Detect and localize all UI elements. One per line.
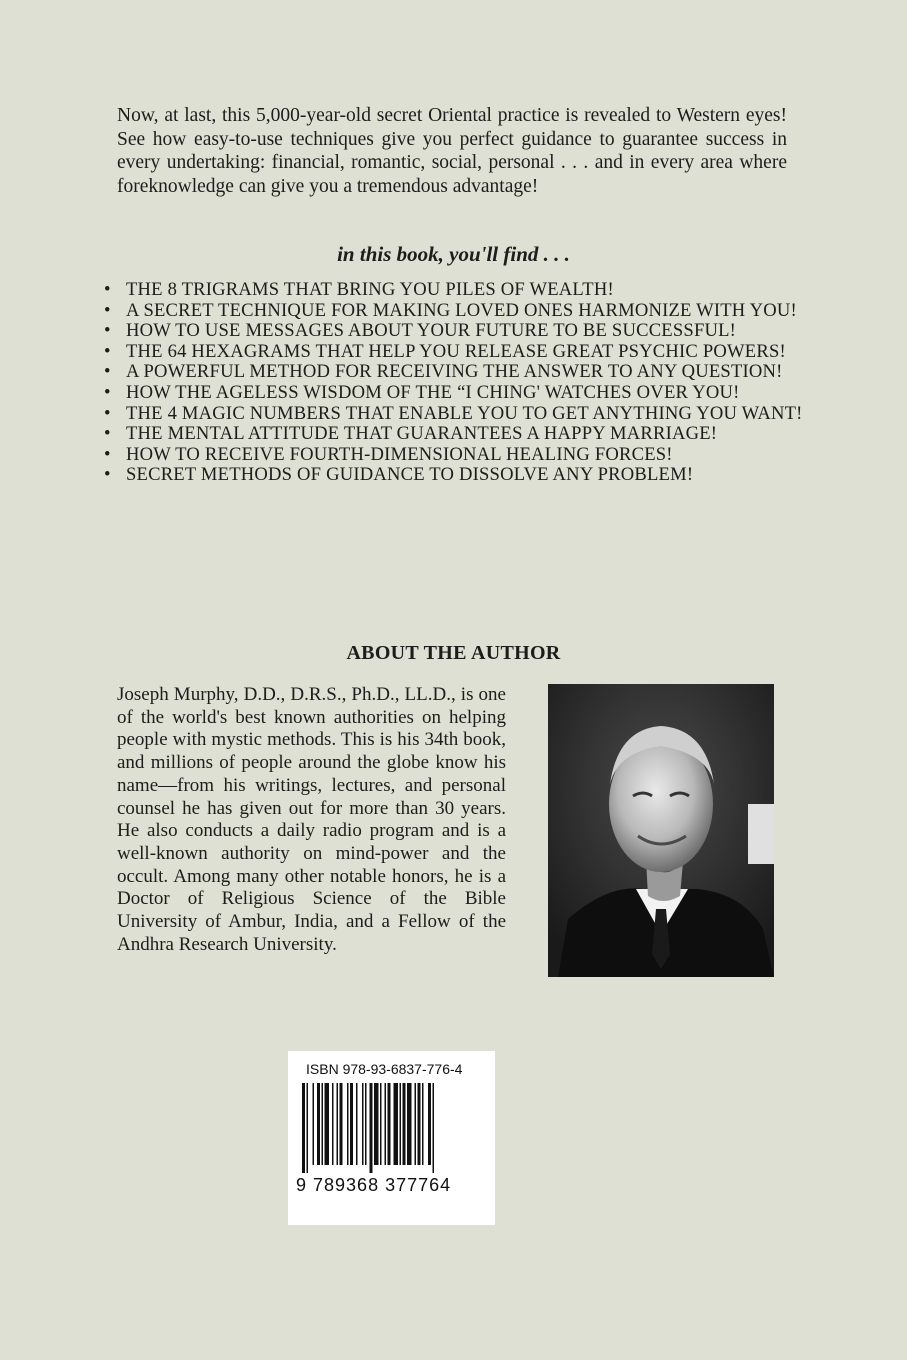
feature-text: HOW TO RECEIVE FOURTH-DIMENSIONAL HEALING FORCES!: [126, 443, 673, 465]
barcode-bar: [317, 1083, 320, 1165]
bullet-icon: •: [104, 299, 111, 321]
bullet-icon: •: [104, 279, 111, 300]
barcode-bar: [362, 1083, 364, 1165]
list-item: [104, 362, 804, 383]
barcode-bar: [307, 1083, 309, 1173]
barcode-bar: [422, 1083, 424, 1165]
barcode-bar: [313, 1083, 315, 1165]
list-item: [104, 342, 804, 363]
barcode-label: [288, 1051, 495, 1225]
barcode-bar: [433, 1083, 435, 1173]
barcode-bar: [374, 1083, 379, 1165]
isbn-label: ISBN 978-93-6837-776-4: [306, 1061, 463, 1077]
list-item: [104, 424, 804, 445]
barcode-bar: [418, 1083, 421, 1165]
barcode-bar: [403, 1083, 406, 1165]
list-item: [104, 445, 804, 466]
feature-text: A SECRET TECHNIQUE FOR MAKING LOVED ONES HARMONIZE WITH YOU!: [126, 299, 797, 321]
barcode-bar: [347, 1083, 349, 1165]
bullet-icon: •: [104, 443, 111, 465]
barcode-bar: [322, 1083, 324, 1165]
bullet-icon: •: [104, 402, 111, 424]
barcode-bar: [332, 1083, 334, 1165]
list-item: [104, 301, 804, 322]
about-author-heading: ABOUT THE AUTHOR: [346, 642, 561, 664]
barcode-bar: [400, 1083, 402, 1165]
feature-text: THE 8 TRIGRAMS THAT BRING YOU PILES OF WEALTH!: [126, 279, 614, 300]
author-bio: Joseph Murphy, D.D., D.R.S., Ph.D., LL.D., is one of the world's best known authorities on helping people with mystic methods. This is his 34th book, and millions of people around the globe know his name—from his writings, lectures, and personal counsel he has given out for more than 30 years. He also conducts a daily radio program and is a well-known authority on mind-power and the occult. Among many other notable honors, he is a Doctor of Religious Science of the Bible University of Ambur, India, and a Fellow of the Andhra Research University.: [117, 684, 506, 955]
barcode-bar: [340, 1083, 343, 1165]
barcode-bar: [385, 1083, 387, 1165]
barcode-bar: [394, 1083, 399, 1165]
feature-text: THE MENTAL ATTITUDE THAT GUARANTEES A HAPPY MARRIAGE!: [126, 423, 718, 445]
barcode-bar: [388, 1083, 391, 1165]
bullet-icon: •: [104, 423, 111, 445]
barcode-bar: [356, 1083, 358, 1165]
author-portrait-icon: [548, 684, 774, 977]
barcode-bar: [370, 1083, 373, 1173]
barcode-bar: [365, 1083, 367, 1165]
list-item: [104, 280, 804, 301]
feature-text: THE 64 HEXAGRAMS THAT HELP YOU RELEASE GREAT PSYCHIC POWERS!: [126, 340, 786, 362]
bullet-icon: •: [104, 340, 111, 362]
feature-list: [104, 280, 804, 486]
list-item: [104, 465, 804, 486]
find-heading: in this book, you'll find . . .: [337, 242, 570, 266]
barcode-digits: 9 789368 377764: [296, 1175, 452, 1195]
list-item: [104, 321, 804, 342]
bullet-icon: •: [104, 361, 111, 383]
barcode-bar: [380, 1083, 382, 1165]
barcode-bar: [302, 1083, 305, 1173]
barcode-bar: [350, 1083, 353, 1165]
author-photo: [548, 684, 774, 977]
bullet-icon: •: [104, 381, 111, 403]
feature-text: HOW TO USE MESSAGES ABOUT YOUR FUTURE TO BE SUCCESSFUL!: [126, 320, 737, 342]
feature-text: A POWERFUL METHOD FOR RECEIVING THE ANSWER TO ANY QUESTION!: [126, 361, 783, 383]
bullet-icon: •: [104, 464, 111, 486]
barcode-bar: [325, 1083, 330, 1165]
barcode-bar: [428, 1083, 431, 1165]
feature-text: THE 4 MAGIC NUMBERS THAT ENABLE YOU TO GET ANYTHING YOU WANT!: [126, 402, 803, 424]
barcode-bar: [407, 1083, 412, 1165]
barcode-icon: [302, 1083, 482, 1173]
list-item: [104, 404, 804, 425]
bullet-icon: •: [104, 320, 111, 342]
feature-text: HOW THE AGELESS WISDOM OF THE “I CHING' WATCHES OVER YOU!: [126, 381, 740, 403]
feature-text: SECRET METHODS OF GUIDANCE TO DISSOLVE ANY PROBLEM!: [126, 464, 694, 486]
barcode-bar: [415, 1083, 417, 1165]
list-item: [104, 383, 804, 404]
intro-paragraph: Now, at last, this 5,000-year-old secret Oriental practice is revealed to Western eyes! See how easy-to-use techniques give you perfect guidance to guarantee success in every undertaking: financial, romantic, social, personal . . . and in every area where foreknowledge can give you a tremendous advantage!: [117, 105, 787, 197]
barcode-bar: [337, 1083, 339, 1165]
